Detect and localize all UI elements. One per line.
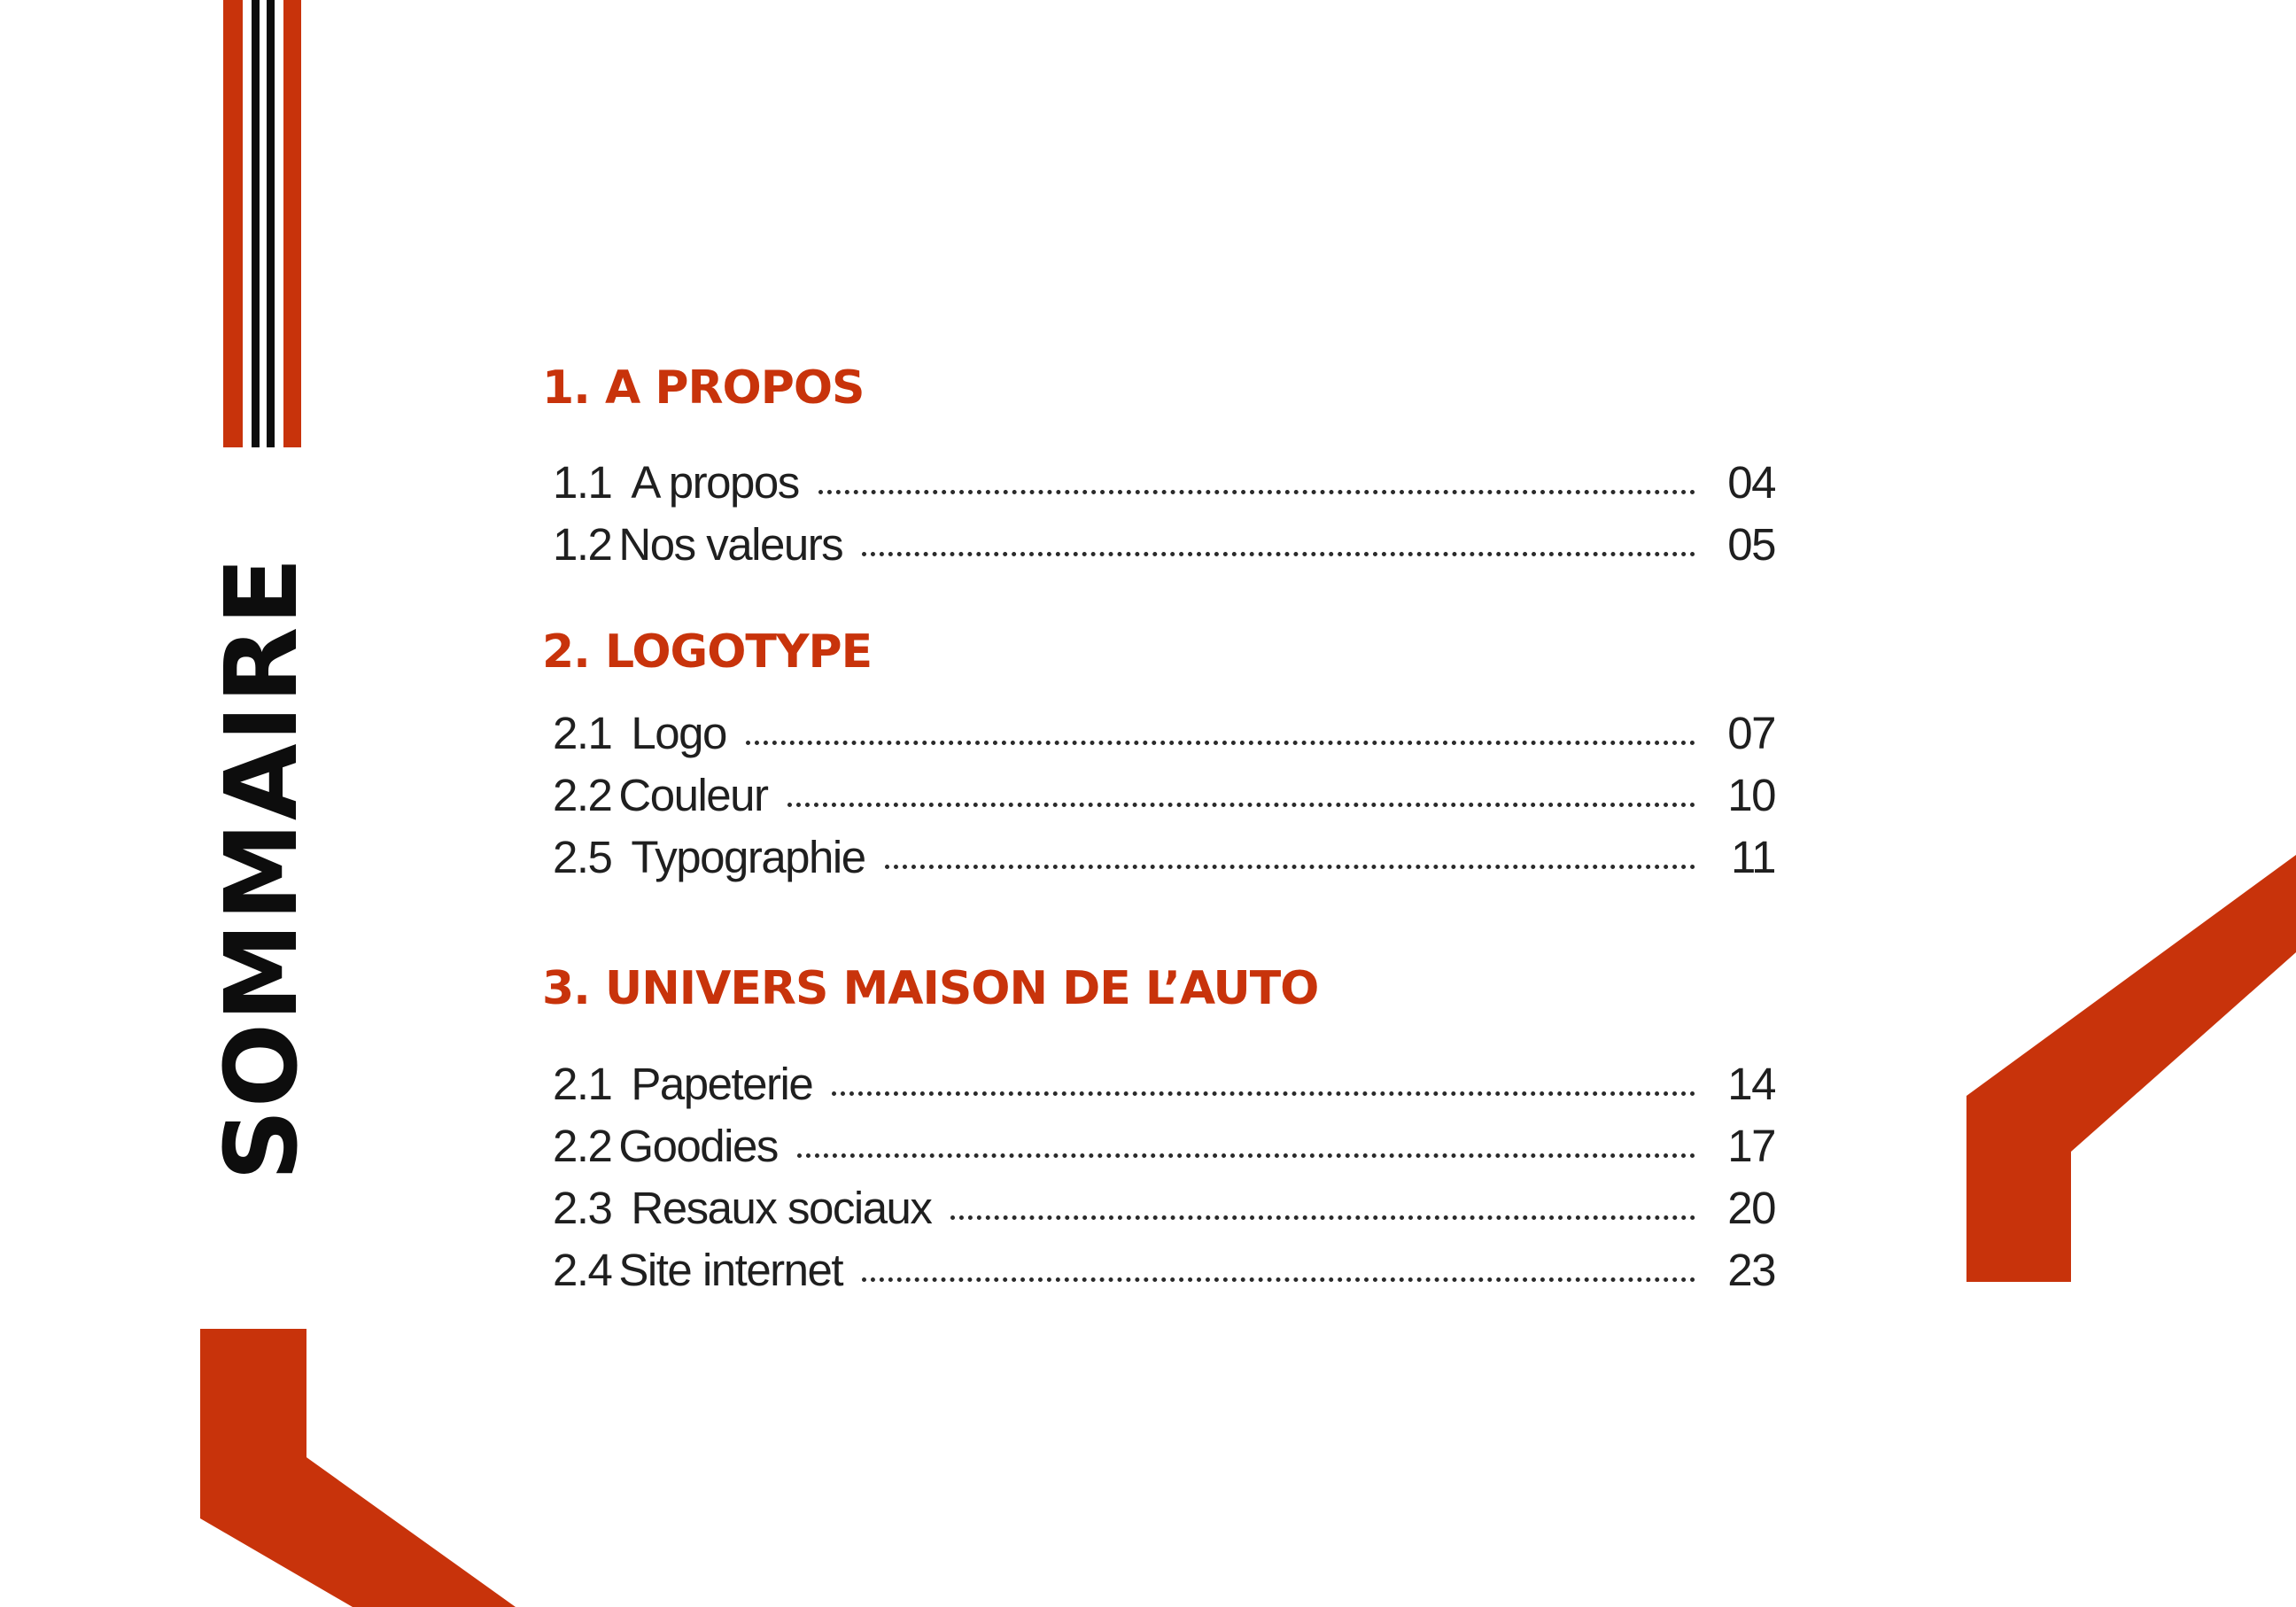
entry-number: 2.4 <box>553 1245 612 1295</box>
entry-number: 2.5 <box>553 832 612 882</box>
entry-number: 2.2 <box>553 770 612 820</box>
entry-number: 1.1 <box>553 457 612 508</box>
entry-label: Logo <box>631 708 726 758</box>
toc-entry[interactable] <box>553 454 1775 511</box>
dot-leader <box>862 1277 1695 1282</box>
entry-page: 14 <box>1727 1059 1775 1109</box>
toc-entry[interactable] <box>553 829 1775 886</box>
entry-label: Goodies <box>618 1121 778 1171</box>
toc-entry[interactable] <box>553 1180 1775 1237</box>
entry-page: 20 <box>1727 1183 1775 1233</box>
entry-number: 2.3 <box>553 1183 612 1233</box>
entry-number: 2.1 <box>553 708 612 758</box>
page-title: SOMMAIRE <box>205 555 320 1181</box>
entry-label: Site internet <box>618 1245 843 1295</box>
entry-page: 04 <box>1727 457 1775 508</box>
toc-entry[interactable] <box>553 516 1775 573</box>
section-title-logotype: 2. LOGOTYPE <box>542 625 873 679</box>
entry-label: Resaux sociaux <box>631 1183 932 1233</box>
red-stripe-right <box>283 0 301 447</box>
entry-label: A propos <box>631 457 799 508</box>
dot-leader <box>885 865 1695 869</box>
vertical-title-wrapper <box>205 452 320 1285</box>
entry-page: 10 <box>1727 770 1775 820</box>
dot-leader <box>746 741 1695 745</box>
section-title-univers: 3. UNIVERS MAISON DE L’AUTO <box>542 962 1319 1015</box>
entry-label: Couleur <box>618 770 768 820</box>
black-stripe-left <box>252 0 260 447</box>
entry-page: 05 <box>1727 519 1775 570</box>
toc-entry[interactable] <box>553 1242 1775 1299</box>
entry-page: 07 <box>1727 708 1775 758</box>
chevron-bottom-left <box>200 1329 516 1607</box>
entry-label: Typographie <box>631 832 865 882</box>
dot-leader <box>862 552 1695 556</box>
toc-entry[interactable] <box>553 1056 1775 1113</box>
dot-leader <box>818 490 1695 494</box>
dot-leader <box>787 803 1695 807</box>
dot-leader <box>950 1215 1695 1220</box>
entry-page: 17 <box>1727 1121 1775 1171</box>
entry-page: 11 <box>1731 832 1775 882</box>
chevron-right <box>1966 855 2296 1282</box>
section-title-a-propos: 1. A PROPOS <box>542 361 865 415</box>
toc-entry[interactable] <box>553 1118 1775 1175</box>
toc-entry[interactable] <box>553 705 1775 762</box>
entry-page: 23 <box>1727 1245 1775 1295</box>
toc-entry[interactable] <box>553 767 1775 824</box>
dot-leader <box>832 1091 1695 1096</box>
entry-label: Nos valeurs <box>618 519 843 570</box>
dot-leader <box>797 1153 1695 1158</box>
entry-number: 2.1 <box>553 1059 612 1109</box>
entry-number: 2.2 <box>553 1121 612 1171</box>
entry-label: Papeterie <box>631 1059 813 1109</box>
entry-number: 1.2 <box>553 519 612 570</box>
black-stripe-right <box>267 0 275 447</box>
red-stripe-left <box>223 0 243 447</box>
